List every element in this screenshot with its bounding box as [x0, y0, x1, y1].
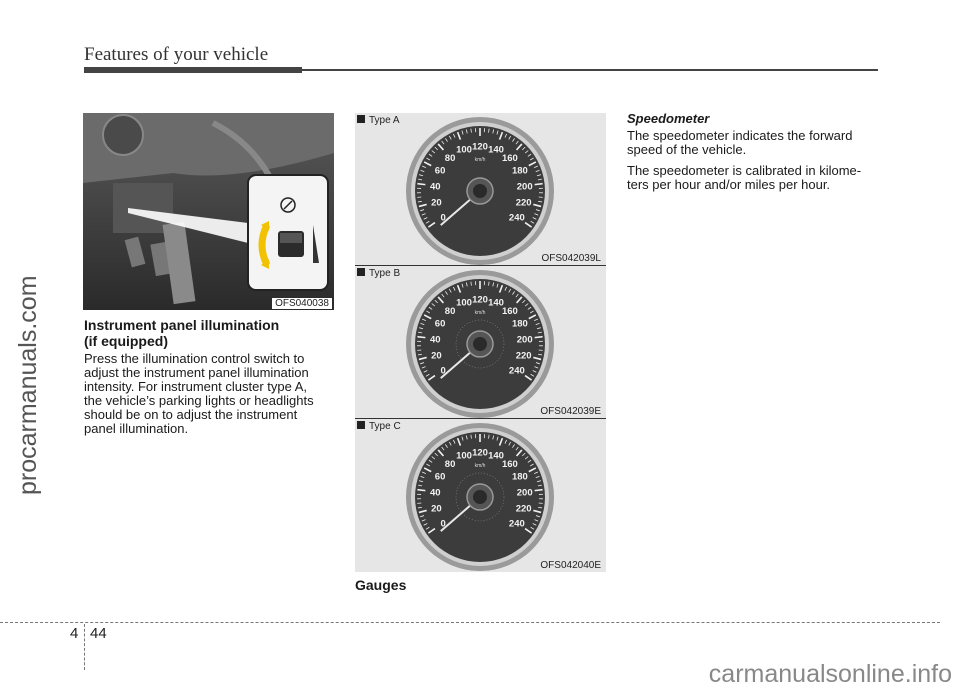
- gauge-major-tick: [535, 490, 543, 491]
- bottom-watermark: carmanualsonline.info: [708, 660, 952, 688]
- gauge-hub-center: [473, 490, 487, 504]
- gauge-dial-number: 120: [472, 141, 488, 153]
- gauge-dial-number: 160: [501, 152, 518, 164]
- gauge-dial-number: 160: [501, 305, 518, 317]
- illumination-line: the vehicle’s parking lights or headlights: [84, 393, 314, 408]
- gauge-dial-number: 80: [444, 458, 456, 470]
- gauge-major-tick: [417, 337, 425, 338]
- bullet-square: [357, 421, 365, 429]
- gauge-dial-number: 220: [515, 350, 532, 362]
- gauge-dial-number: 60: [434, 165, 446, 177]
- speedometer-dial: [355, 113, 606, 265]
- gauge-dial-number: 100: [456, 297, 472, 309]
- gauge-dial-number: 100: [456, 144, 472, 156]
- gauge-major-tick: [535, 337, 543, 338]
- gauge-panel-type-c: [355, 419, 606, 572]
- type-label-text: Type B: [369, 268, 401, 279]
- illumination-line: Press the illumination control switch to: [84, 351, 305, 366]
- figure-code-left: OFS040038: [272, 298, 332, 309]
- gauge-dial-number: 200: [516, 181, 533, 193]
- gauge-dial-number: 20: [431, 350, 442, 362]
- illumination-line: adjust the instrument panel illumination: [84, 365, 309, 380]
- type-label: [357, 268, 400, 279]
- gauge-dial-number: 240: [508, 365, 525, 377]
- gauge-unit: km/h: [474, 157, 486, 163]
- bullet-square: [357, 115, 365, 123]
- page-number: 44: [90, 625, 107, 642]
- speedometer-dial: [355, 266, 606, 418]
- type-label-text: Type C: [369, 421, 401, 432]
- chapter-number: 4: [70, 625, 79, 642]
- illumination-line: panel illumination.: [84, 421, 189, 436]
- gauge-dial-number: 100: [456, 450, 472, 462]
- figure-code-type-a: OFS042039L: [541, 253, 601, 264]
- gauge-dial-number: 0: [440, 518, 446, 530]
- gauge-dial-number: 20: [431, 503, 442, 515]
- type-label: [357, 421, 401, 432]
- page-header-title: Features of your vehicle: [84, 44, 269, 65]
- speedometer-paragraph-2: [627, 164, 878, 192]
- speedometer-line: The speedometer indicates the forward: [627, 128, 853, 143]
- gauge-major-tick: [417, 184, 425, 185]
- gauge-panel-type-a: [355, 113, 606, 265]
- illumination-heading: [84, 317, 279, 349]
- gauge-dial-number: 220: [515, 197, 532, 209]
- gauge-dial-number: 40: [430, 181, 441, 193]
- gauge-major-tick: [417, 490, 425, 491]
- figure-code-type-b: OFS042039E: [540, 406, 601, 417]
- gauge-panel-type-b: [355, 266, 606, 418]
- gauge-dial-number: 60: [434, 471, 446, 483]
- gauge-dial-number: 220: [515, 503, 532, 515]
- gauge-dial-number: 240: [508, 212, 525, 224]
- header-accent-bar: [84, 67, 302, 73]
- gauge-dial-number: 140: [488, 144, 504, 156]
- gauge-dial-number: 120: [472, 294, 488, 306]
- gauge-hub-center: [473, 337, 487, 351]
- gauge-dial-number: 200: [516, 334, 533, 346]
- side-watermark-text: procarmanuals.com: [14, 275, 42, 495]
- gauge-dial-number: 0: [440, 365, 446, 377]
- illumination-heading-line2: (if equipped): [84, 333, 168, 349]
- speedometer-dial: [355, 419, 606, 572]
- gauge-hub-center: [473, 184, 487, 198]
- footer-divider: [84, 624, 85, 670]
- gauge-dial-number: 180: [511, 471, 528, 483]
- gauge-dial-number: 20: [431, 197, 442, 209]
- gauge-dial-number: 80: [444, 152, 456, 164]
- gauge-unit: km/h: [474, 463, 486, 469]
- illumination-paragraph: [84, 352, 334, 436]
- type-label-text: Type A: [369, 115, 400, 126]
- gauge-dial-number: 40: [430, 334, 441, 346]
- footer-rule: [0, 622, 940, 623]
- illumination-line: intensity. For instrument cluster type A,: [84, 379, 308, 394]
- dashboard-illustration: [83, 113, 334, 310]
- gauge-dial-number: 180: [511, 318, 528, 330]
- gauge-unit: km/h: [474, 310, 486, 316]
- header-rule: [302, 69, 878, 71]
- dashboard-switch-figure: [83, 113, 334, 310]
- gauges-heading: Gauges: [355, 577, 407, 593]
- speedometer-line: The speedometer is calibrated in kilome-: [627, 163, 862, 178]
- speedometer-line: ters per hour and/or miles per hour.: [627, 177, 831, 192]
- gauge-dial-number: 240: [508, 518, 525, 530]
- gauge-dial-number: 140: [488, 297, 504, 309]
- illumination-line: should be on to adjust the instrument: [84, 407, 298, 422]
- gauge-dial-number: 60: [434, 318, 446, 330]
- bullet-square: [357, 268, 365, 276]
- gauge-dial-number: 0: [440, 212, 446, 224]
- gauge-major-tick: [535, 184, 543, 185]
- gauge-dial-number: 160: [501, 458, 518, 470]
- gauge-dial-number: 120: [472, 447, 488, 459]
- gauge-dial-number: 200: [516, 487, 533, 499]
- gauge-dial-number: 140: [488, 450, 504, 462]
- figure-code-type-c: OFS042040E: [540, 560, 601, 571]
- speedometer-heading: Speedometer: [627, 111, 710, 126]
- side-watermark: [14, 145, 54, 495]
- speedometer-line: speed of the vehicle.: [627, 142, 747, 157]
- speedometer-paragraph-1: [627, 129, 878, 157]
- illumination-heading-line1: Instrument panel illumination: [84, 317, 280, 333]
- gauge-dial-number: 40: [430, 487, 441, 499]
- type-label: [357, 115, 400, 126]
- gauge-dial-number: 80: [444, 305, 456, 317]
- gauge-dial-number: 180: [511, 165, 528, 177]
